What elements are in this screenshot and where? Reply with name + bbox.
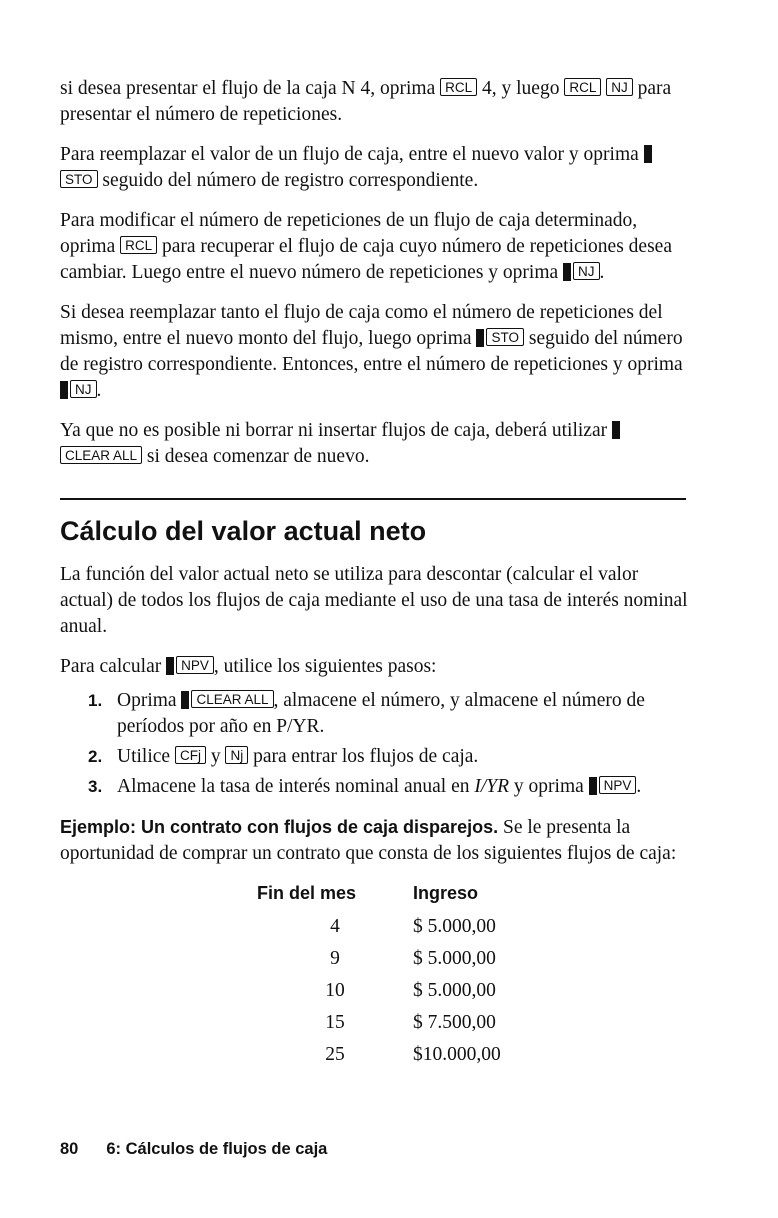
income-cell: $10.000,00: [413, 1044, 501, 1065]
shift-key-icon: [60, 381, 68, 399]
table-row: [257, 943, 501, 975]
shift-key-icon: [589, 777, 597, 795]
income-cell: $ 7.500,00: [413, 1012, 496, 1033]
npv-key: NPV: [599, 776, 637, 794]
month-cell: 4: [330, 916, 340, 937]
nj-key: NJ: [573, 262, 600, 280]
sto-key: STO: [486, 328, 524, 346]
nj-key: NJ: [70, 380, 97, 398]
paragraph-modify-repetitions: [60, 208, 690, 286]
page-number: 80: [60, 1140, 79, 1158]
table-row: [257, 911, 501, 943]
npv-key: NPV: [176, 656, 214, 674]
month-cell: 9: [330, 948, 340, 969]
text: seguido del número de registro correspondiente. Entonces, entre el número de repeticiones y oprima: [60, 328, 683, 375]
step-3: [60, 774, 690, 800]
shift-key-icon: [181, 691, 189, 709]
paragraph-replace-both: [60, 300, 690, 404]
table-header-row: [257, 881, 501, 911]
clear-all-key: CLEAR ALL: [60, 446, 142, 464]
step-number: 1.: [88, 691, 103, 710]
text: Para calcular: [60, 656, 167, 677]
text: 4, y luego: [477, 78, 565, 99]
header-end-of-month: Fin del mes: [257, 883, 357, 903]
text: y oprima: [509, 776, 589, 797]
text: para recuperar el flujo de caja cuyo número de repeticiones desea cambiar. Luego entre el nuevo número de repeticiones y oprima: [60, 236, 672, 283]
steps-list: [60, 688, 690, 800]
shift-key-icon: [644, 145, 652, 163]
paragraph-recall-flow: [60, 76, 690, 128]
paragraph-replace-flow: [60, 142, 690, 194]
example-title: Ejemplo: Un contrato con flujos de caja disparejos.: [60, 817, 499, 837]
text: si desea presentar el flujo de la caja N 4, oprima: [60, 78, 441, 99]
rcl-key: RCL: [564, 78, 601, 96]
text: Almacene la tasa de interés nominal anual en: [117, 776, 475, 797]
text: para presentar el número de repeticiones.: [60, 78, 672, 125]
income-cell: $ 5.000,00: [413, 916, 496, 937]
rcl-key: RCL: [440, 78, 477, 96]
text: , utilice los siguientes pasos:: [213, 656, 437, 677]
text: para entrar los flujos de caja.: [248, 746, 479, 767]
text: .: [96, 380, 102, 401]
nj-key: NJ: [606, 78, 633, 96]
step-number: 3.: [88, 777, 103, 796]
step-1: [60, 688, 690, 740]
text: Utilice: [117, 746, 175, 767]
chapter-title: 6: Cálculos de flujos de caja: [106, 1140, 328, 1158]
clear-all-key: CLEAR ALL: [191, 690, 273, 708]
sto-key: STO: [60, 170, 98, 188]
text: Si desea reemplazar tanto el flujo de caja como el número de repeticiones del mismo, entre el nuevo monto del flujo, luego oprima: [60, 302, 663, 349]
text: Para reemplazar el valor de un flujo de caja, entre el nuevo valor y oprima: [60, 144, 644, 165]
text: seguido del número de registro correspondiente.: [97, 170, 479, 191]
cfj-key: CFj: [175, 746, 206, 764]
income-cell: $ 5.000,00: [413, 948, 496, 969]
section-intro: La función del valor actual neto se utiliza para descontar (calcular el valor actual) de todos los flujos de caja mediante el uso de una tasa de interés nominal anual.: [60, 564, 688, 637]
shift-key-icon: [612, 421, 620, 439]
section-divider: [60, 498, 686, 500]
table-row: [257, 1007, 501, 1039]
shift-key-icon: [166, 657, 174, 675]
table-row: [257, 1039, 501, 1071]
month-cell: 10: [325, 980, 345, 1001]
page-footer: [60, 1140, 327, 1159]
text: .: [636, 776, 642, 797]
text: , almacene el número, y almacene el número de períodos por año en P/YR.: [117, 690, 645, 737]
example-paragraph: [60, 814, 690, 867]
step-2: [60, 744, 690, 770]
text: si desea comenzar de nuevo.: [142, 446, 370, 467]
paragraph-calc-npv: [60, 654, 690, 680]
text: y: [205, 746, 226, 767]
income-cell: $ 5.000,00: [413, 980, 496, 1001]
rcl-key: RCL: [120, 236, 157, 254]
nj-key: Nj: [225, 746, 248, 764]
step-number: 2.: [88, 747, 103, 766]
shift-key-icon: [476, 329, 484, 347]
month-cell: 15: [325, 1012, 345, 1033]
table-row: [257, 975, 501, 1007]
paragraph-clear-all: [60, 418, 690, 470]
header-income: Ingreso: [413, 883, 479, 903]
cash-flow-table: [257, 881, 501, 1071]
iyr-label: I/YR: [474, 776, 510, 797]
text: Ya que no es posible ni borrar ni insertar flujos de caja, deberá utilizar: [60, 420, 612, 441]
text: .: [599, 262, 605, 283]
shift-key-icon: [563, 263, 571, 281]
text: Oprima: [117, 690, 182, 711]
page-body: [60, 76, 690, 1071]
example-text: Se le presenta la oportunidad de comprar un contrato que consta de los siguientes flujos de caja:: [60, 817, 677, 864]
month-cell: 25: [325, 1044, 345, 1065]
text: Para modificar el número de repeticiones de un flujo de caja determinado, oprima: [60, 210, 638, 257]
section-title: Cálculo del valor actual neto: [60, 516, 427, 546]
